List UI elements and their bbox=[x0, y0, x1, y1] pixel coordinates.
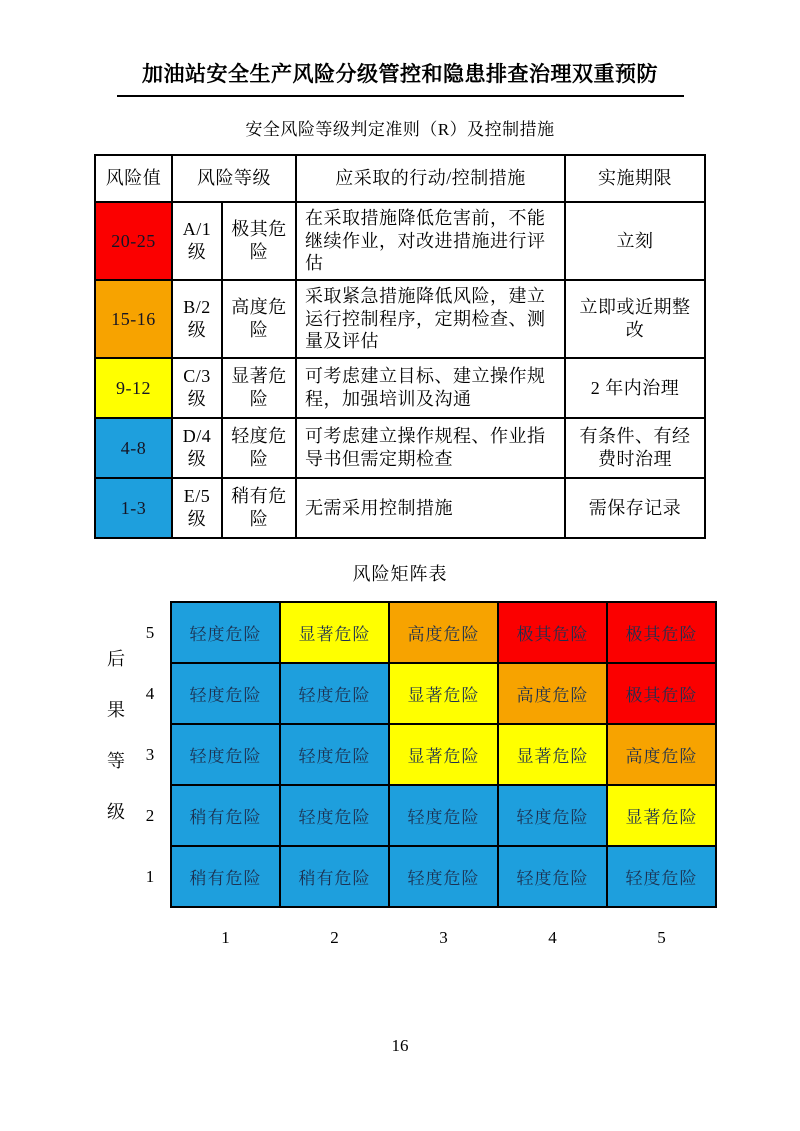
matrix-axis-corner bbox=[130, 907, 171, 949]
header-risk-value: 风险值 bbox=[95, 155, 172, 202]
matrix-cell: 轻度危险 bbox=[280, 785, 389, 846]
matrix-cell: 轻度危险 bbox=[389, 846, 498, 907]
matrix-cell: 轻度危险 bbox=[171, 724, 280, 785]
header-risk-grade: 风险等级 bbox=[172, 155, 296, 202]
matrix-cell: 显著危险 bbox=[389, 724, 498, 785]
risk-action-cell: 采取紧急措施降低风险，建立运行控制程序，定期检查、测量及评估 bbox=[296, 280, 565, 358]
matrix-cell: 高度危险 bbox=[498, 663, 607, 724]
risk-matrix-table bbox=[130, 601, 717, 949]
matrix-x-axis-row bbox=[130, 907, 716, 949]
risk-matrix-section bbox=[100, 601, 800, 949]
matrix-cell: 极其危险 bbox=[607, 602, 716, 663]
matrix-cell: 轻度危险 bbox=[498, 846, 607, 907]
matrix-cell: 轻度危险 bbox=[498, 785, 607, 846]
matrix-cell: 轻度危险 bbox=[280, 663, 389, 724]
matrix-cell: 显著危险 bbox=[607, 785, 716, 846]
matrix-row-2 bbox=[130, 785, 716, 846]
matrix-row-5 bbox=[130, 602, 716, 663]
matrix-cell: 极其危险 bbox=[607, 663, 716, 724]
risk-action-cell: 无需采用控制措施 bbox=[296, 478, 565, 538]
criteria-header-row bbox=[95, 155, 705, 202]
risk-deadline-cell: 需保存记录 bbox=[565, 478, 705, 538]
risk-value-cell: 9-12 bbox=[95, 358, 172, 418]
matrix-cell: 稍有危险 bbox=[171, 785, 280, 846]
risk-value-cell: 1-3 bbox=[95, 478, 172, 538]
matrix-row-label: 2 bbox=[145, 805, 155, 825]
risk-grade-cell: C/3级 bbox=[172, 358, 222, 418]
matrix-cell: 极其危险 bbox=[498, 602, 607, 663]
criteria-row-high bbox=[95, 280, 705, 358]
matrix-row-1 bbox=[130, 846, 716, 907]
matrix-cell: 稍有危险 bbox=[171, 846, 280, 907]
matrix-cell: 轻度危险 bbox=[607, 846, 716, 907]
risk-deadline-cell: 2 年内治理 bbox=[565, 358, 705, 418]
matrix-title: 风险矩阵表 bbox=[352, 564, 448, 584]
risk-deadline-cell: 有条件、有经费时治理 bbox=[565, 418, 705, 478]
risk-grade-cell: B/2级 bbox=[172, 280, 222, 358]
page-number: 16 bbox=[391, 1036, 409, 1055]
risk-level-cell: 高度危险 bbox=[222, 280, 296, 358]
matrix-col-label: 3 bbox=[439, 928, 448, 947]
matrix-cell: 高度危险 bbox=[607, 724, 716, 785]
risk-level-cell: 极其危险 bbox=[222, 202, 296, 280]
criteria-row-extreme bbox=[95, 202, 705, 280]
title-divider bbox=[117, 95, 684, 97]
criteria-row-light bbox=[95, 418, 705, 478]
matrix-col-label: 1 bbox=[221, 928, 230, 947]
header-deadline: 实施期限 bbox=[565, 155, 705, 202]
risk-grade-cell: D/4级 bbox=[172, 418, 222, 478]
risk-deadline-cell: 立即或近期整改 bbox=[565, 280, 705, 358]
risk-action-cell: 在采取措施降低危害前，不能继续作业，对改进措施进行评估 bbox=[296, 202, 565, 280]
matrix-row-label: 5 bbox=[145, 622, 155, 642]
risk-level-cell: 轻度危险 bbox=[222, 418, 296, 478]
criteria-row-slight bbox=[95, 478, 705, 538]
matrix-cell: 显著危险 bbox=[389, 663, 498, 724]
risk-value-cell: 20-25 bbox=[95, 202, 172, 280]
risk-grade-cell: E/5级 bbox=[172, 478, 222, 538]
criteria-row-notable bbox=[95, 358, 705, 418]
risk-deadline-cell: 立刻 bbox=[565, 202, 705, 280]
matrix-row-3 bbox=[130, 724, 716, 785]
matrix-cell: 轻度危险 bbox=[171, 602, 280, 663]
matrix-row-label: 4 bbox=[145, 683, 155, 703]
matrix-col-label: 2 bbox=[330, 928, 339, 947]
matrix-row-4 bbox=[130, 663, 716, 724]
risk-grade-cell: A/1级 bbox=[172, 202, 222, 280]
matrix-col-label: 4 bbox=[548, 928, 557, 947]
document-title: 加油站安全生产风险分级管控和隐患排查治理双重预防 bbox=[142, 63, 658, 86]
risk-level-cell: 显著危险 bbox=[222, 358, 296, 418]
matrix-cell: 轻度危险 bbox=[280, 724, 389, 785]
risk-criteria-table bbox=[94, 154, 706, 539]
matrix-cell: 显著危险 bbox=[498, 724, 607, 785]
matrix-row-label: 1 bbox=[145, 866, 155, 886]
matrix-col-label: 5 bbox=[657, 928, 666, 947]
matrix-cell: 稍有危险 bbox=[280, 846, 389, 907]
risk-value-cell: 15-16 bbox=[95, 280, 172, 358]
risk-action-cell: 可考虑建立操作规程、作业指导书但需定期检查 bbox=[296, 418, 565, 478]
matrix-cell: 轻度危险 bbox=[171, 663, 280, 724]
risk-level-cell: 稍有危险 bbox=[222, 478, 296, 538]
matrix-y-axis-label: 后果等级 bbox=[105, 649, 125, 853]
matrix-row-label: 3 bbox=[145, 744, 155, 764]
matrix-cell: 高度危险 bbox=[389, 602, 498, 663]
matrix-cell: 显著危险 bbox=[280, 602, 389, 663]
risk-action-cell: 可考虑建立目标、建立操作规程，加强培训及沟通 bbox=[296, 358, 565, 418]
matrix-cell: 轻度危险 bbox=[389, 785, 498, 846]
header-action: 应采取的行动/控制措施 bbox=[296, 155, 565, 202]
risk-value-cell: 4-8 bbox=[95, 418, 172, 478]
criteria-table-caption: 安全风险等级判定准则（R）及控制措施 bbox=[245, 120, 555, 139]
